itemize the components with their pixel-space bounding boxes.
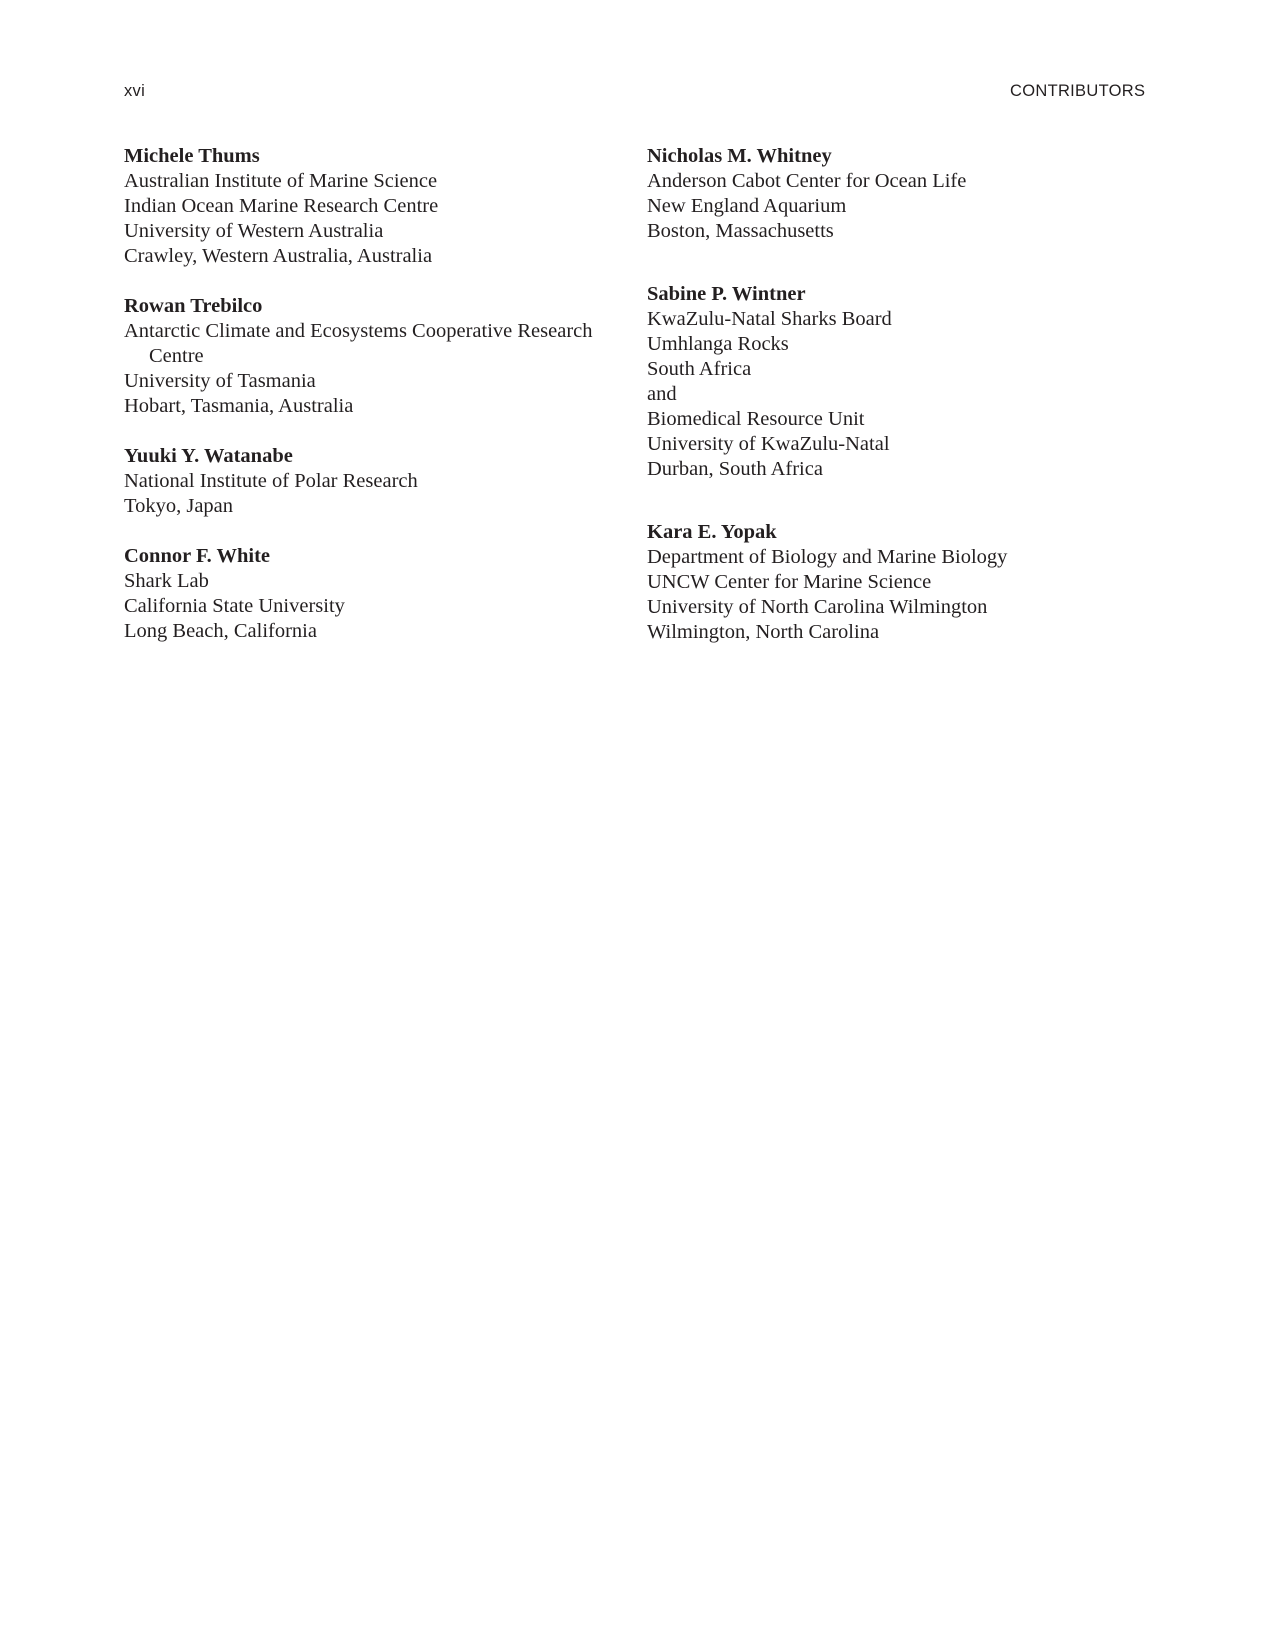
contributor-entry <box>647 282 1167 482</box>
affiliation-line: Long Beach, California <box>124 620 317 642</box>
contributor-name: Michele Thums <box>124 145 260 167</box>
page-number: xvi <box>124 82 146 100</box>
contributor-entry <box>124 444 624 519</box>
contributor-entry <box>124 144 624 269</box>
affiliation-line: Wilmington, North Carolina <box>647 621 880 643</box>
affiliation-line: Durban, South Africa <box>647 458 823 480</box>
affiliation-line: University of KwaZulu-Natal <box>647 433 890 455</box>
contributor-name: Sabine P. Wintner <box>647 283 806 305</box>
affiliation-line: Department of Biology and Marine Biology <box>647 546 1008 568</box>
contributors-left-column <box>124 144 624 644</box>
contributor-name: Yuuki Y. Watanabe <box>124 445 293 467</box>
affiliation-line: University of Tasmania <box>124 370 316 392</box>
affiliation-line: UNCW Center for Marine Science <box>647 571 932 593</box>
contributor-entry <box>647 520 1167 645</box>
affiliation-line: Crawley, Western Australia, Australia <box>124 245 433 267</box>
affiliation-line: Shark Lab <box>124 570 209 592</box>
contributor-name: Connor F. White <box>124 545 271 567</box>
affiliation-line: California State University <box>124 595 345 617</box>
contributors-right-column <box>647 144 1167 645</box>
running-title: CONTRIBUTORS <box>1010 82 1146 100</box>
contributor-entry <box>647 144 1167 244</box>
affiliation-line: Antarctic Climate and Ecosystems Cooperative Research <box>124 320 593 342</box>
affiliation-line: Biomedical Resource Unit <box>647 408 865 430</box>
affiliation-line: Umhlanga Rocks <box>647 333 789 355</box>
affiliation-line: Anderson Cabot Center for Ocean Life <box>647 170 967 192</box>
contributor-entry <box>124 294 624 419</box>
affiliation-line: Australian Institute of Marine Science <box>124 170 438 192</box>
affiliation-line-continued: Centre <box>149 345 204 367</box>
affiliation-line: University of Western Australia <box>124 220 384 242</box>
affiliation-conjunction: and <box>647 383 677 405</box>
contributor-name: Nicholas M. Whitney <box>647 145 832 167</box>
affiliation-line: KwaZulu-Natal Sharks Board <box>647 308 892 330</box>
affiliation-line: Boston, Massachusetts <box>647 220 834 242</box>
affiliation-line: Indian Ocean Marine Research Centre <box>124 195 439 217</box>
affiliation-line: South Africa <box>647 358 752 380</box>
contributor-entry <box>124 544 624 644</box>
contributor-name: Rowan Trebilco <box>124 295 263 317</box>
affiliation-line: University of North Carolina Wilmington <box>647 596 988 618</box>
affiliation-line: New England Aquarium <box>647 195 847 217</box>
contributor-name: Kara E. Yopak <box>647 521 777 543</box>
affiliation-line: Tokyo, Japan <box>124 495 234 517</box>
affiliation-line: National Institute of Polar Research <box>124 470 418 492</box>
affiliation-line: Hobart, Tasmania, Australia <box>124 395 354 417</box>
